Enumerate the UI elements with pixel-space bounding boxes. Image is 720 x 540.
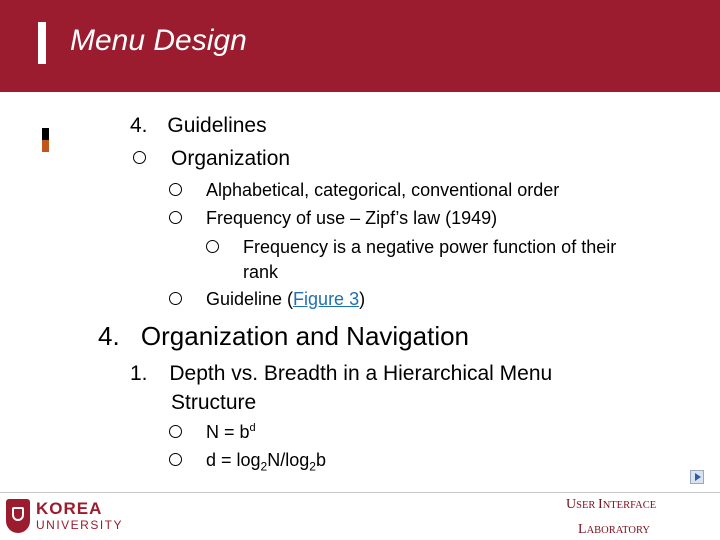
guideline-prefix: Guideline ( <box>206 289 294 309</box>
formula2-part-b: N/log <box>267 450 310 470</box>
title-bar <box>0 0 720 92</box>
organization-text: Organization <box>171 147 291 170</box>
lab-u: U <box>566 497 577 512</box>
section-number: 4. <box>98 321 120 351</box>
zipf-law-text: Frequency of use – Zipf’s law (1949) <box>206 208 498 228</box>
hollow-circle-bullet-icon <box>169 183 182 196</box>
lab-name-line1 <box>566 497 656 513</box>
footer-divider <box>0 492 720 493</box>
formula-depth <box>206 422 256 443</box>
guidelines-item <box>130 114 267 138</box>
logo-line2: UNIVERSITY <box>36 518 124 532</box>
formula1-exponent: d <box>249 422 256 434</box>
section-title: Organization and Navigation <box>140 321 470 351</box>
university-seal-icon <box>6 499 30 533</box>
section-heading <box>98 321 469 352</box>
lab-i: I <box>598 497 603 512</box>
lab-nterface: NTERFACE <box>602 500 657 511</box>
subsection-number: 1. <box>130 362 148 385</box>
lab-name-line2 <box>578 522 650 538</box>
guidelines-number: 4. <box>130 114 148 137</box>
hollow-circle-bullet-icon <box>169 425 182 438</box>
guideline-item <box>206 289 365 310</box>
lab-l: L <box>578 522 587 537</box>
power-function-text-line1: Frequency is a negative power function of their <box>243 237 617 257</box>
hollow-circle-bullet-icon <box>169 292 182 305</box>
power-function-text-line2: rank <box>243 262 279 282</box>
side-marker <box>42 128 49 152</box>
subsection-text-line1: Depth vs. Breadth in a Hierarchical Menu <box>169 362 553 385</box>
play-arrow-icon[interactable] <box>690 470 704 484</box>
figure-3-link[interactable]: Figure 3 <box>293 289 360 309</box>
depth-breadth-item <box>130 362 552 386</box>
hollow-circle-bullet-icon <box>133 151 146 164</box>
formula2-part-c: b <box>315 450 326 470</box>
subsection-text-line2: Structure <box>171 391 257 414</box>
order-text: Alphabetical, categorical, conventional order <box>206 180 560 200</box>
formula2-sub2: 2 <box>309 459 316 474</box>
lab-ser: SER <box>576 500 599 511</box>
lab-aboratory: ABORATORY <box>586 525 650 536</box>
hollow-circle-bullet-icon <box>169 453 182 466</box>
formula2-sub1: 2 <box>260 459 268 474</box>
formula-log <box>206 450 326 474</box>
guideline-suffix: ) <box>359 289 366 309</box>
formula1-base: N = b <box>206 422 250 442</box>
logo-line1: KOREA <box>36 499 103 518</box>
formula2-part-a: d = log <box>206 450 261 470</box>
hollow-circle-bullet-icon <box>206 240 219 253</box>
slide-title: Menu Design <box>70 24 247 57</box>
hollow-circle-bullet-icon <box>169 211 182 224</box>
guidelines-text: Guidelines <box>167 114 267 137</box>
title-accent-bar <box>38 22 46 64</box>
